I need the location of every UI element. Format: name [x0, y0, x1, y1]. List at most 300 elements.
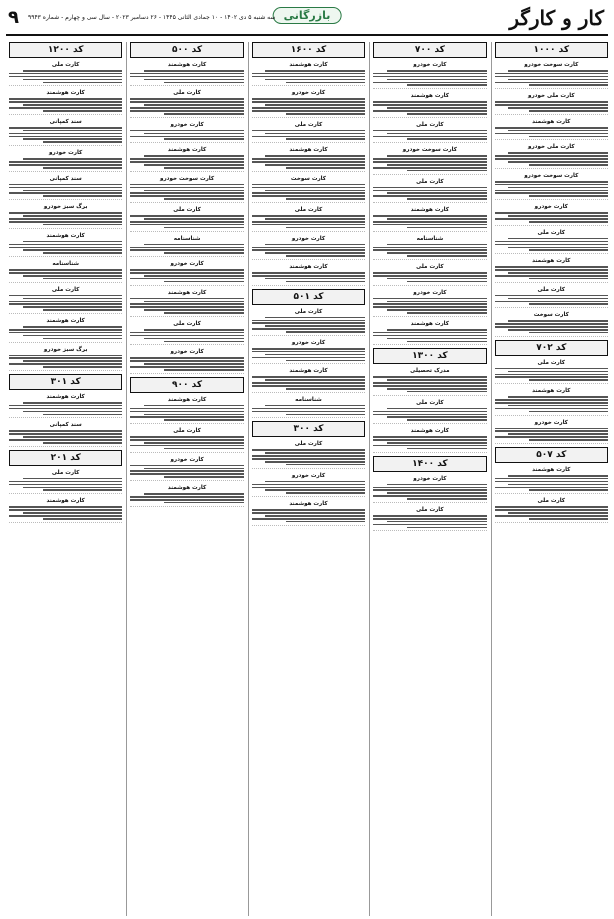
ad-text-line	[286, 138, 365, 140]
ad-text-line	[9, 212, 122, 214]
ad-text-line	[23, 79, 123, 81]
ad-text-line	[164, 502, 243, 504]
ad-title: کارت ملی	[294, 308, 323, 315]
classified-ad	[495, 359, 608, 384]
ad-text-line	[23, 411, 123, 413]
ad-text-line	[495, 506, 608, 508]
ad-text-line	[265, 452, 365, 454]
ad-text-line	[130, 269, 243, 271]
ad-text-line	[23, 436, 123, 438]
ad-title: کارت هوشمند	[410, 320, 450, 327]
ad-text-line	[252, 136, 365, 138]
ad-text-line	[252, 484, 365, 486]
ad-text-line	[252, 110, 365, 112]
ad-text-line	[130, 411, 243, 413]
ad-text-line	[144, 244, 244, 246]
ad-text-line	[495, 301, 608, 303]
ad-text-line	[252, 320, 365, 322]
ad-text-line	[130, 224, 243, 226]
ad-text-line	[407, 113, 486, 115]
classified-ad	[130, 89, 243, 117]
ad-text-line	[130, 221, 243, 223]
ad-text-line	[373, 414, 486, 416]
ad-title: کارت ملی	[294, 207, 323, 214]
ad-text-line	[130, 187, 243, 189]
ad-title: کارت هوشمند	[46, 232, 85, 239]
ad-text-line	[387, 155, 487, 157]
ad-text-line	[373, 104, 486, 106]
ad-text-line	[529, 221, 608, 223]
ad-text-line	[508, 130, 608, 132]
ad-text-line	[495, 244, 608, 246]
ad-title: کارت خودرو	[170, 121, 204, 128]
classified-ad	[252, 367, 365, 392]
category-code-header: کد ۵۰۰	[130, 42, 243, 58]
classified-ad	[130, 396, 243, 424]
classified-ad	[373, 146, 486, 174]
ad-text-line	[43, 442, 122, 444]
ad-text-line	[23, 487, 123, 489]
ad-text-line	[9, 136, 122, 138]
ad-text-line	[407, 527, 486, 529]
ad-text-line	[373, 136, 486, 138]
classified-ad	[9, 393, 122, 418]
ad-text-line	[252, 518, 365, 520]
ad-text-line	[9, 187, 122, 189]
ad-text-line	[495, 295, 608, 297]
ad-text-line	[508, 329, 608, 331]
ad-title: شناسنامه	[173, 235, 201, 242]
ad-title: کارت هوشمند	[167, 62, 207, 68]
ad-text-line	[387, 192, 487, 194]
ad-text-line	[23, 335, 123, 337]
ad-text-line	[495, 323, 608, 325]
ad-text-line	[252, 158, 365, 160]
ad-text-line	[252, 161, 365, 163]
classified-ad	[495, 172, 608, 200]
ad-text-line	[495, 515, 608, 517]
classified-ad	[9, 317, 122, 342]
category-code-header: کد ۱۴۰۰	[373, 456, 486, 472]
ad-text-line	[265, 325, 365, 327]
ad-title: کارت ملی	[51, 62, 80, 68]
classified-ad	[495, 143, 608, 168]
ad-text-line	[265, 481, 365, 483]
ad-title: کارت ملی	[173, 320, 201, 327]
ad-text-line	[144, 275, 244, 277]
ad-text-line	[130, 408, 243, 410]
ad-text-line	[164, 312, 243, 314]
ad-text-line	[130, 445, 243, 447]
ad-title: کارت ملی	[537, 286, 566, 293]
ad-text-line	[9, 133, 122, 135]
ad-text-line	[387, 492, 487, 494]
ad-text-line	[9, 484, 122, 486]
ad-title: سند کمپانی	[49, 422, 82, 429]
ad-text-line	[265, 278, 365, 280]
classified-ad	[9, 61, 122, 86]
ad-text-line	[9, 357, 122, 359]
ad-text-line	[130, 249, 243, 251]
ad-text-line	[387, 416, 487, 418]
ad-text-line	[144, 301, 244, 303]
ad-text-line	[373, 187, 486, 189]
ad-text-line	[43, 366, 122, 368]
classified-ad	[9, 118, 122, 146]
ad-text-line	[9, 405, 122, 407]
ad-title: کارت ملی	[51, 286, 80, 293]
ad-text-line	[265, 70, 365, 72]
ad-text-line	[286, 255, 365, 257]
category-code-header: کد ۵۰۱	[252, 289, 365, 305]
ad-text-line	[508, 79, 608, 81]
ad-text-line	[252, 512, 365, 514]
ad-text-line	[495, 487, 608, 489]
classified-ad	[252, 472, 365, 497]
classified-ad	[130, 320, 243, 345]
ad-text-line	[9, 161, 122, 163]
ad-text-line	[373, 221, 486, 223]
ad-columns	[6, 42, 608, 916]
ad-text-line	[164, 82, 243, 84]
ad-text-line	[144, 309, 244, 311]
classified-ad	[373, 61, 486, 89]
ad-title: کارت هوشمند	[167, 396, 207, 403]
ad-title: برگ سبز خودرو	[43, 204, 88, 211]
ad-text-line	[23, 249, 123, 251]
ad-text-line	[9, 221, 122, 223]
ad-text-line	[387, 408, 487, 410]
classified-ad	[9, 497, 122, 522]
ad-text-line	[130, 335, 243, 337]
category-code-header: کد ۹۰۰	[130, 377, 243, 393]
ad-title: کارت ملی	[416, 264, 444, 271]
ad-text-line	[373, 524, 486, 526]
classified-ad	[9, 286, 122, 314]
ad-text-line	[9, 269, 122, 271]
ad-text-line	[373, 215, 486, 217]
ad-text-line	[265, 489, 365, 491]
ad-title: کارت هوشمند	[410, 93, 450, 100]
ad-title: کارت هوشمند	[167, 289, 207, 296]
ad-column	[369, 42, 486, 916]
classified-ad	[252, 89, 365, 117]
ad-text-line	[252, 192, 365, 194]
ad-text-line	[164, 227, 243, 229]
ad-text-line	[495, 184, 608, 186]
classified-ad	[495, 497, 608, 522]
ad-text-line	[252, 73, 365, 75]
classified-ad	[373, 289, 486, 317]
ad-text-line	[387, 244, 487, 246]
classified-ad	[252, 396, 365, 419]
ad-text-line	[387, 309, 487, 311]
ad-text-line	[23, 298, 123, 300]
ad-title: سند کمپانی	[49, 175, 82, 182]
classified-ad	[373, 121, 486, 144]
ad-text-line	[130, 195, 243, 197]
ad-text-line	[164, 198, 243, 200]
ad-text-line	[407, 198, 486, 200]
ad-title: کارت هوشمند	[46, 393, 85, 400]
ad-title: کارت هوشمند	[46, 318, 85, 325]
ad-title: کارت هوشمند	[289, 62, 328, 68]
ad-title: کارت خودرو	[534, 419, 568, 426]
ad-text-line	[252, 385, 365, 387]
ad-text-line	[252, 351, 365, 353]
ad-text-line	[9, 107, 122, 109]
ad-text-line	[9, 101, 122, 103]
ad-text-line	[495, 436, 608, 438]
ad-text-line	[495, 326, 608, 328]
classified-ad	[373, 367, 486, 395]
ad-text-line	[495, 212, 608, 214]
ad-text-line	[252, 195, 365, 197]
ad-text-line	[9, 481, 122, 483]
ad-text-line	[130, 98, 243, 100]
ad-text-line	[387, 388, 487, 390]
ad-text-line	[495, 104, 608, 106]
ad-text-line	[43, 195, 122, 197]
ad-text-line	[373, 275, 486, 277]
ad-text-line	[23, 104, 123, 106]
ad-text-line	[373, 167, 486, 169]
classified-ad	[373, 178, 486, 203]
ad-text-line	[164, 252, 243, 254]
classified-ad	[373, 475, 486, 503]
ad-text-line	[495, 101, 608, 103]
classified-ad	[130, 146, 243, 171]
ad-text-line	[23, 275, 123, 277]
ad-text-line	[164, 448, 243, 450]
ad-text-line	[265, 218, 365, 220]
ad-text-line	[9, 127, 122, 129]
ad-text-line	[387, 521, 487, 523]
ad-text-line	[373, 445, 486, 447]
ad-text-line	[387, 301, 487, 303]
classified-ad	[495, 118, 608, 141]
ad-text-line	[373, 332, 486, 334]
ad-text-line	[407, 312, 486, 314]
classified-ad	[130, 456, 243, 481]
ad-title: کارت ملی	[294, 441, 323, 448]
ad-text-line	[252, 221, 365, 223]
classified-ad	[130, 206, 243, 231]
ad-title: کارت سوخت	[533, 312, 569, 319]
ad-text-line	[508, 298, 608, 300]
ad-text-line	[373, 487, 486, 489]
ad-text-line	[130, 303, 243, 305]
ad-text-line	[252, 249, 365, 251]
ad-title: کارت ملی	[537, 359, 566, 366]
ad-text-line	[373, 101, 486, 103]
ad-text-line	[373, 272, 486, 274]
ad-text-line	[23, 138, 123, 140]
ad-text-line	[495, 241, 608, 243]
ad-title: کارت سوخت خودرو	[159, 175, 215, 182]
ad-title: برگ سبز خودرو	[43, 346, 88, 353]
classified-ad	[252, 61, 365, 86]
ad-text-line	[265, 155, 365, 157]
ad-text-line	[529, 379, 608, 381]
category-code-header: کد ۵۰۷	[495, 447, 608, 463]
ad-text-line	[252, 98, 365, 100]
ad-text-line	[387, 278, 487, 280]
ad-text-line	[43, 309, 122, 311]
ad-text-line	[495, 190, 608, 192]
ad-text-line	[265, 190, 365, 192]
ad-title: کارت خودرو	[413, 475, 447, 482]
classified-ad	[252, 206, 365, 231]
classified-ad	[130, 61, 243, 86]
ad-text-line	[495, 275, 608, 277]
ad-text-line	[164, 419, 243, 421]
ad-text-line	[373, 158, 486, 160]
ad-title: کارت ملی	[173, 428, 201, 435]
ad-text-line	[9, 408, 122, 410]
ad-text-line	[373, 298, 486, 300]
ad-text-line	[373, 247, 486, 249]
ad-title: کارت هوشمند	[167, 485, 207, 492]
ad-text-line	[9, 244, 122, 246]
ad-title: کارت هوشمند	[532, 118, 571, 125]
ad-text-line	[9, 355, 122, 357]
classified-ad	[373, 263, 486, 286]
ad-text-line	[407, 391, 486, 393]
classified-ad	[252, 121, 365, 144]
ad-text-line	[508, 475, 608, 477]
ad-text-line	[252, 376, 365, 378]
ad-text-line	[407, 84, 486, 86]
ad-text-line	[252, 408, 365, 410]
ad-text-line	[373, 518, 486, 520]
ad-text-line	[144, 493, 244, 495]
ad-title: کارت هوشمند	[289, 264, 328, 271]
ad-text-line	[508, 371, 608, 373]
ad-text-line	[9, 73, 122, 75]
classified-ad	[495, 387, 608, 415]
ad-text-line	[373, 161, 486, 163]
ad-title: سند کمپانی	[49, 118, 82, 125]
ad-text-line	[130, 332, 243, 334]
ad-text-line	[252, 509, 365, 511]
ad-text-line	[43, 110, 122, 112]
ad-text-line	[286, 414, 365, 416]
ad-text-line	[387, 164, 487, 166]
ad-text-line	[9, 439, 122, 441]
ad-text-line	[252, 247, 365, 249]
ad-text-line	[265, 354, 365, 356]
ad-text-line	[252, 357, 365, 359]
ad-title: کارت هوشمند	[46, 90, 85, 97]
ad-text-line	[495, 73, 608, 75]
ad-text-line	[130, 192, 243, 194]
classified-ad	[373, 320, 486, 345]
ad-text-line	[373, 249, 486, 251]
ad-text-line	[130, 184, 243, 186]
ad-title: کارت خودرو	[291, 339, 326, 346]
ad-title: کارت هوشمند	[410, 207, 450, 214]
ad-text-line	[130, 306, 243, 308]
ad-text-line	[373, 82, 486, 84]
ad-text-line	[130, 215, 243, 217]
ad-text-line	[373, 382, 486, 384]
ad-text-line	[529, 195, 608, 197]
ad-text-line	[373, 515, 486, 517]
ad-text-line	[495, 402, 608, 404]
ad-text-line	[9, 332, 122, 334]
ad-text-line	[9, 76, 122, 78]
classified-ad	[9, 260, 122, 283]
ad-text-line	[23, 402, 123, 404]
ad-text-line	[130, 136, 243, 138]
classified-ad	[9, 203, 122, 228]
classified-ad	[373, 92, 486, 117]
ad-text-line	[252, 215, 365, 217]
ad-text-line	[144, 79, 244, 81]
ad-text-line	[529, 278, 608, 280]
ad-text-line	[23, 158, 123, 160]
classified-ad	[130, 121, 243, 144]
ad-text-line	[43, 489, 122, 491]
ad-text-line	[373, 306, 486, 308]
ad-title: کارت خودرو	[413, 289, 447, 296]
category-code-header: کد ۱۲۰۰	[9, 42, 122, 58]
classified-ad	[495, 61, 608, 89]
ad-text-line	[252, 272, 365, 274]
ad-text-line	[130, 101, 243, 103]
ad-text-line	[130, 360, 243, 362]
ad-text-line	[495, 408, 608, 410]
ad-text-line	[252, 184, 365, 186]
ad-text-line	[252, 101, 365, 103]
ad-text-line	[23, 360, 123, 362]
ad-text-line	[508, 247, 608, 249]
ad-text-line	[373, 436, 486, 438]
ad-text-line	[130, 73, 243, 75]
ad-text-line	[387, 329, 487, 331]
ad-text-line	[508, 396, 608, 398]
ad-text-line	[286, 388, 365, 390]
ad-text-line	[144, 414, 244, 416]
ad-text-line	[286, 167, 365, 169]
ad-text-line	[9, 329, 122, 331]
ad-text-line	[495, 82, 608, 84]
classified-ad	[130, 348, 243, 373]
ad-text-line	[252, 187, 365, 189]
classified-ad	[252, 235, 365, 260]
ad-text-line	[529, 489, 608, 491]
ad-text-line	[9, 192, 122, 194]
classified-ad	[252, 440, 365, 468]
category-code-header: کد ۱۰۰۰	[495, 42, 608, 58]
ad-text-line	[144, 70, 244, 72]
ad-text-line	[407, 255, 486, 257]
ad-text-line	[373, 303, 486, 305]
ad-text-line	[265, 104, 365, 106]
ad-text-line	[9, 301, 122, 303]
ad-text-line	[286, 198, 365, 200]
ad-title: کارت ملی خودرو	[527, 144, 575, 151]
ad-text-line	[144, 468, 244, 470]
ad-title: کارت ملی	[537, 498, 566, 505]
ad-text-line	[9, 295, 122, 297]
ad-text-line	[130, 247, 243, 249]
ad-text-line	[130, 76, 243, 78]
ad-text-line	[529, 164, 608, 166]
ad-title: کارت هوشمند	[289, 501, 328, 508]
ad-text-line	[407, 170, 486, 172]
